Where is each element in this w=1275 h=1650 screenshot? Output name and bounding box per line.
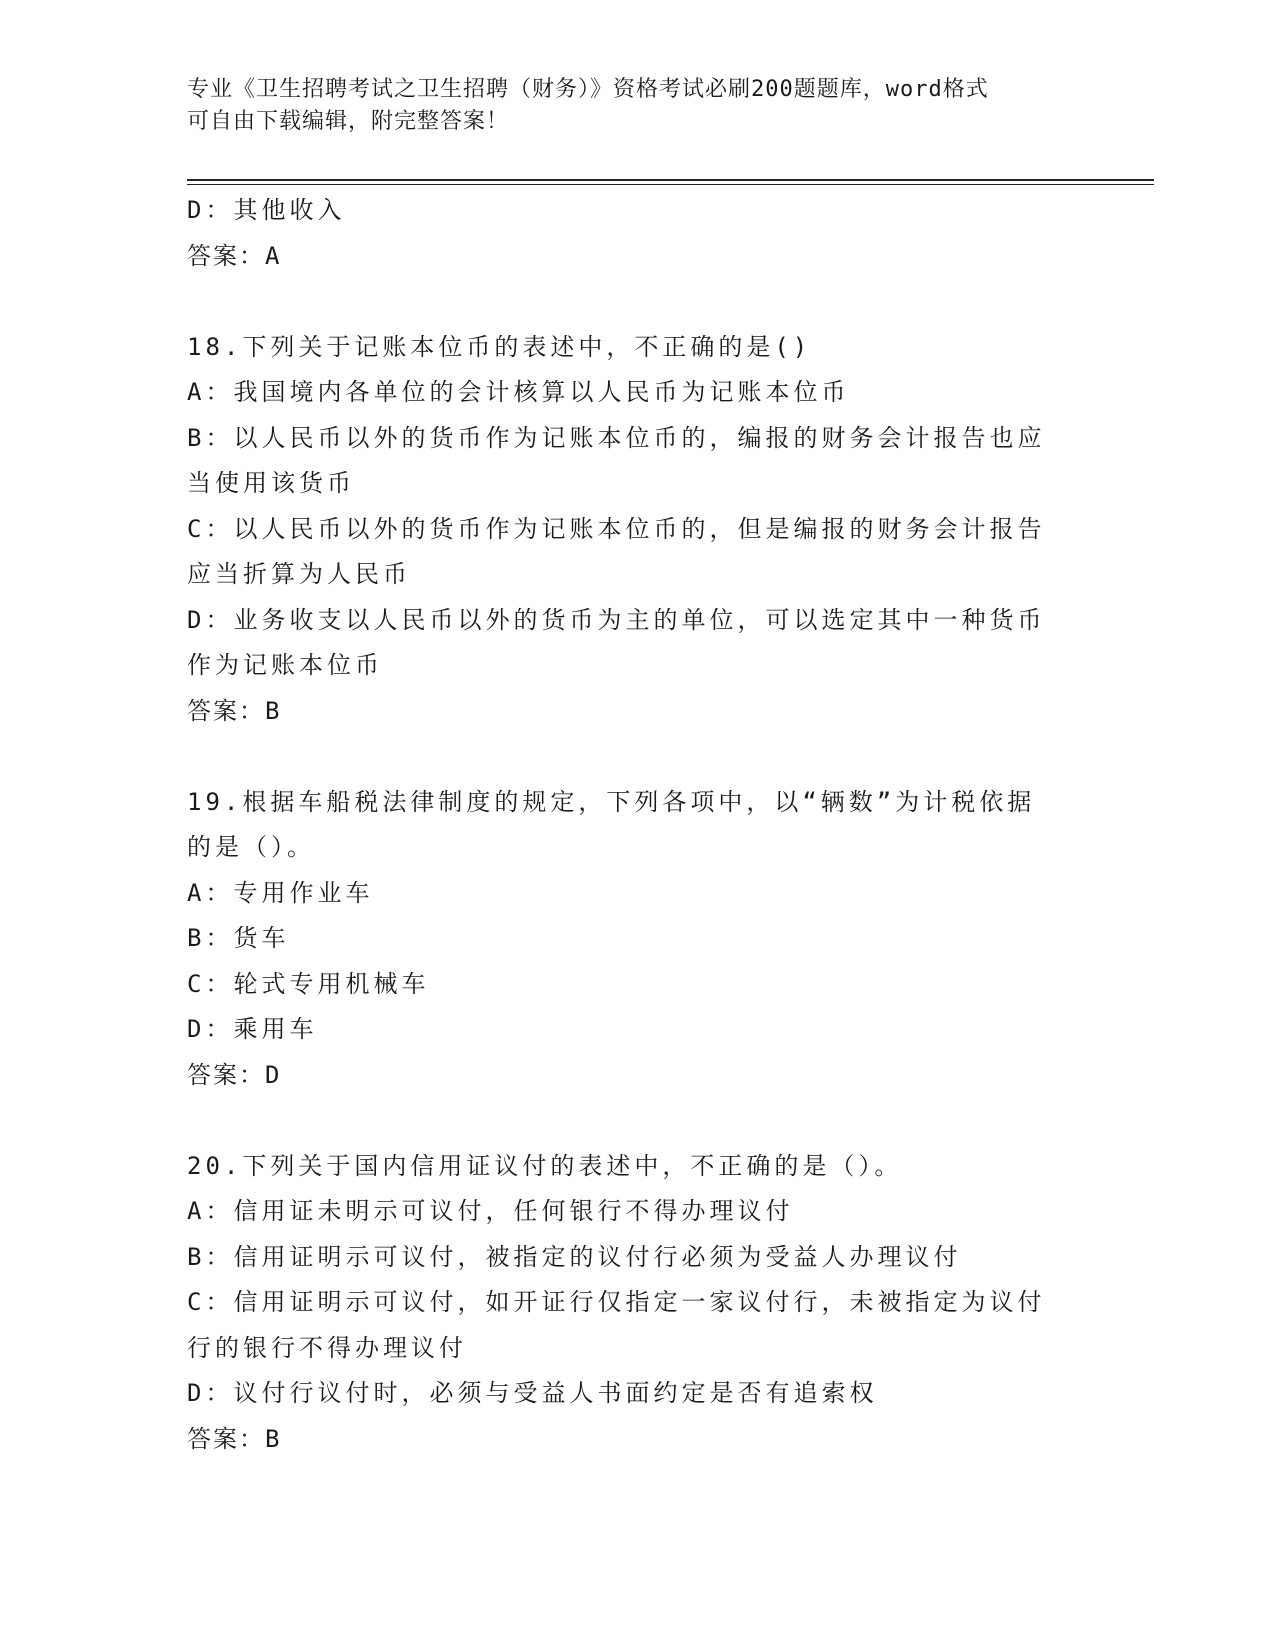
question-20 — [187, 1144, 1087, 1463]
answer: 答案：B — [187, 696, 282, 725]
option-d: D：议付行议付时，必须与受益人书面约定是否有追索权 — [187, 1379, 878, 1407]
question-stem: 18.下列关于记账本位币的表述中，不正确的是() — [187, 332, 812, 361]
header-divider-thin — [187, 184, 1154, 185]
prev-answer: 答案：A — [187, 241, 282, 270]
option-b: B：以人民币以外的货币作为记账本位币的，编报的财务会计报告也应 — [187, 423, 1046, 452]
option-a: A：我国境内各单位的会计核算以人民币为记账本位币 — [187, 378, 850, 406]
option-d-cont: 作为记账本位币 — [187, 651, 383, 679]
option-a: A：信用证未明示可议付，任何银行不得办理议付 — [187, 1197, 794, 1225]
header-divider-thick — [187, 179, 1154, 181]
option-d: D：业务收支以人民币以外的货币为主的单位，可以选定其中一种货币 — [187, 605, 1046, 634]
option-d: D：乘用车 — [187, 1015, 318, 1043]
question-19 — [187, 780, 1087, 1099]
answer: 答案：D — [187, 1060, 282, 1089]
option-b: B：信用证明示可议付，被指定的议付行必须为受益人办理议付 — [187, 1242, 962, 1271]
option-c-cont: 行的银行不得办理议付 — [187, 1333, 467, 1362]
option-b-cont: 当使用该货币 — [187, 469, 355, 497]
option-c: C：轮式专用机械车 — [187, 969, 430, 998]
spacer — [187, 734, 1087, 780]
question-stem: 20.下列关于国内信用证议付的表述中，不正确的是（）。 — [187, 1151, 903, 1180]
question-stem-cont: 的是（）。 — [187, 833, 315, 861]
option-c: C：以人民币以外的货币作为记账本位币的，但是编报的财务会计报告 — [187, 514, 1046, 543]
option-a: A：专用作业车 — [187, 878, 374, 907]
option-c: C：信用证明示可议付，如开证行仅指定一家议付行，未被指定为议付 — [187, 1288, 1046, 1316]
document-header — [187, 74, 1087, 138]
spacer — [187, 1098, 1087, 1144]
header-title-line-1: 专业《卫生招聘考试之卫生招聘（财务）》资格考试必刷200题题库，word格式 — [187, 77, 989, 102]
spacer — [187, 279, 1087, 325]
question-content — [187, 188, 1087, 1462]
question-stem: 19.根据车船税法律制度的规定，下列各项中，以“辆数”为计税依据 — [187, 787, 1036, 816]
question-18 — [187, 325, 1087, 735]
option-b: B：货车 — [187, 924, 290, 952]
option-c-cont: 应当折算为人民币 — [187, 560, 411, 588]
prev-option-d: D：其他收入 — [187, 196, 346, 224]
answer: 答案：B — [187, 1424, 282, 1453]
header-title-line-2: 可自由下载编辑，附完整答案！ — [187, 109, 510, 134]
